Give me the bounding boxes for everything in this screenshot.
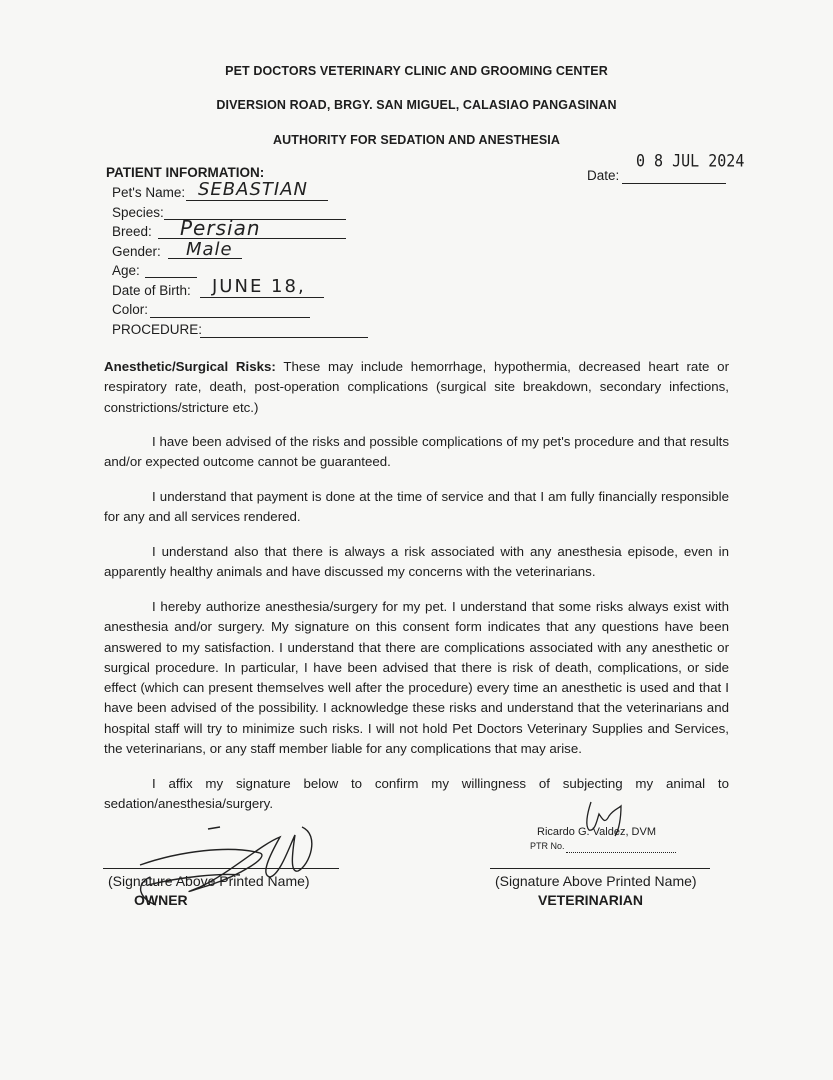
clinic-address: DIVERSION ROAD, BRGY. SAN MIGUEL, CALASIAO PANGASINAN <box>216 98 617 112</box>
form-title: AUTHORITY FOR SEDATION AND ANESTHESIA <box>272 133 561 147</box>
paragraph-risk: I understand also that there is always a risk associated with any anesthesia episode, even in apparently healthy animals and have discussed my concerns with the veterinarians. <box>104 544 729 580</box>
gender-value: Male <box>186 239 233 260</box>
owner-signature-caption: (Signature Above Printed Name) <box>108 873 310 889</box>
color-label: Color: <box>112 302 149 317</box>
paragraph-payment: I understand that payment is done at the time of service and that I am fully financially responsible for any and all services rendered. <box>104 489 729 525</box>
pet-name-value: SEBASTIAN <box>198 179 308 200</box>
procedure-line <box>200 337 368 338</box>
age-line <box>145 277 197 278</box>
breed-label: Breed: <box>112 224 152 239</box>
owner-signature-line <box>103 868 339 869</box>
paragraph-advised: I have been advised of the risks and possible complications of my pet's procedure and that results and/or expected outcome cannot be guaranteed. <box>104 434 729 470</box>
dob-value: JUNE 18, <box>212 276 306 297</box>
paragraph-authorize: I hereby authorize anesthesia/surgery for my pet. I understand that some risks always exist with anesthesia and/or surgery. My signature on this consent form indicates that any questions have been answered to my satisfaction. I understand that there are complications associated with any anesthetic or surgical procedure. In particular, I have been advised that there is risk of death, complications, or side effect (which can present themselves well after the procedure) every time an anesthetic is used and that I have been advised of the possibility. I acknowledge these risks and understand that the veterinarians and hospital staff will try to minimize such risks. I will not hold Pet Doctors Veterinary Supplies and Services, the veterinarians, or any staff member liable for any complications that may arise. <box>104 599 729 757</box>
date-stamp: 0 8 JUL 2024 <box>636 150 745 172</box>
paragraph-affix: I affix my signature below to confirm my willingness of subjecting my animal to sedation/anesthesia/surgery. <box>104 776 729 812</box>
date-label: Date: <box>587 168 620 183</box>
age-label: Age: <box>112 263 140 278</box>
dob-line <box>200 297 324 298</box>
pet-name-line <box>186 200 328 201</box>
date-line <box>622 183 726 184</box>
clinic-name: PET DOCTORS VETERINARY CLINIC AND GROOMING CENTER <box>225 64 608 78</box>
patient-info-heading: PATIENT INFORMATION: <box>106 165 265 180</box>
vet-signature <box>575 800 635 845</box>
risks-paragraph <box>104 357 729 418</box>
risks-text: These may include hemorrhage, hypothermia, decreased heart rate or respiratory rate, death, post-operation complications (surgical site breakdown, secondary infections, constrictions/stricture etc.) <box>104 359 729 415</box>
owner-role: OWNER <box>134 892 188 908</box>
ptr-label: PTR No. <box>530 841 565 851</box>
gender-label: Gender: <box>112 244 161 259</box>
risks-label: Anesthetic/Surgical Risks: <box>104 359 276 374</box>
vet-signature-caption: (Signature Above Printed Name) <box>495 873 697 889</box>
breed-value: Persian <box>180 216 261 240</box>
pet-name-label: Pet's Name: <box>112 185 186 200</box>
color-line <box>150 317 310 318</box>
dob-label: Date of Birth: <box>112 283 191 298</box>
species-label: Species: <box>112 205 164 220</box>
vet-printed-name: Ricardo G. Valdez, DVM <box>537 826 657 838</box>
vet-signature-line <box>490 868 710 869</box>
ptr-line <box>566 852 676 853</box>
procedure-label: PROCEDURE: <box>112 322 203 337</box>
vet-role: VETERINARIAN <box>538 892 644 908</box>
